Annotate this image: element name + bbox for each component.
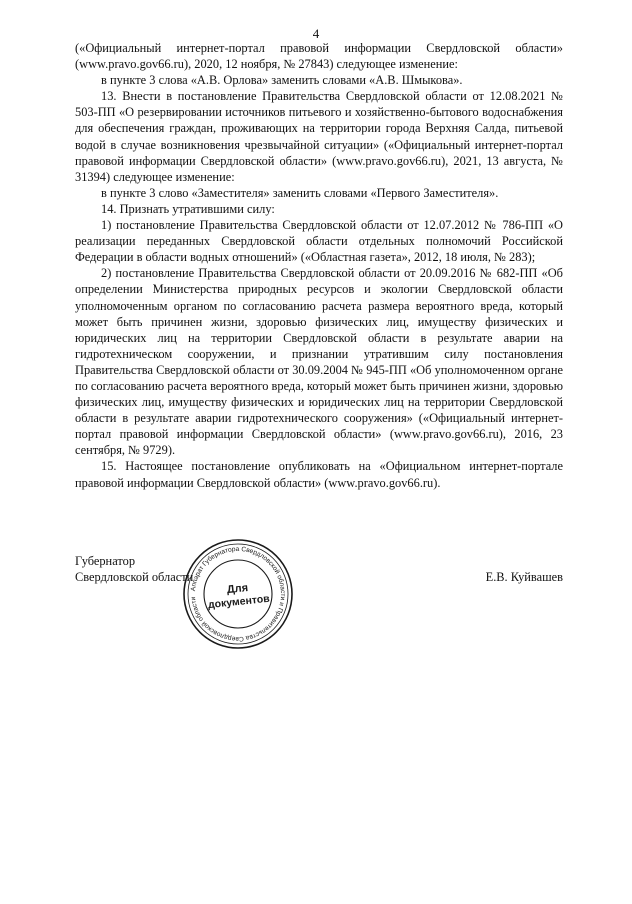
stamp-center-line: Для [226,581,249,597]
paragraph: 14. Признать утратившими силу: [101,201,275,216]
paragraph: 2) постановление Правительства Свердловской области от 20.09.2016 № 682-ПП «Об определении Министерства природных ресурсов и экологии Свердловской области уполномоченным органом по согласованию расчета размера вероятного вреда, который может быть причинен жизни, здоровью физических лиц, имуществу физических и юридических лиц на территории Свердловской области в результате аварии на гидротехническом сооружении, и признании утратившим силу постановления Правительства Свердловской области от 30.09.2004 № 945-ПП «Об уполномоченном органе по согласованию расчета вероятного вреда, который может быть причинен жизни, здоровью физических лиц, имуществу физических и юридических лиц на территории Свердловской области в результате аварии гидротехнического сооружения» («Официальный интернет-портал правовой информации Свердловской области» (www.pravo.gov66.ru), 2016, 23 сентября, № 9729). [75,266,563,458]
paragraph: 15. Настоящее постановление опубликовать на «Официальном интернет-портале правовой информации Свердловской области» (www.pravo.gov66.ru). [75,459,563,490]
paragraph: 1) постановление Правительства Свердловской области от 12.07.2012 № 786-ПП «О реализации переданных Свердловской области отдельных полномочий Российской Федерации в области водных отношений» («Областная газета», 2012, 18 июля, № 283); [75,218,563,265]
paragraph: в пункте 3 слова «А.В. Орлова» заменить словами «А.В. Шмыкова». [101,73,463,88]
signatory-title-line: Свердловской области [75,570,194,584]
paragraph: 13. Внести в постановление Правительства Свердловской области от 12.08.2021 № 503-ПП «О резервировании источников питьевого и хозяйственно-бытового водоснабжения для обеспечения граждан, проживающих на территории города Верхняя Салда, питьевой водой в случае возникновения чрезвычайной ситуации» («Официальный интернет-портал правовой информации Свердловской области» (www.pravo.gov66.ru), 2021, 13 августа, № 31394) следующее изменение: [75,89,563,184]
stamp-ring-text: Аппарат Губернатора Свердловской области и Правительства Свердловской области [190,545,287,643]
page-number: 4 [312,26,320,41]
document-body [75,40,563,491]
stamp-seal-icon [182,538,294,650]
paragraph: («Официальный интернет-портал правовой информации Свердловской области» (www.pravo.gov66.ru), 2020, 12 ноября, № 27843) следующее изменение: [75,41,563,72]
official-stamp [182,538,294,650]
signatory-title [75,553,193,585]
signatory-name: Е.В. Куйвашев [485,570,563,584]
stamp-center-line: документов [207,592,271,612]
signatory-title-line: Губернатор [75,554,136,568]
paragraph: в пункте 3 слово «Заместителя» заменить словами «Первого Заместителя». [101,185,499,200]
